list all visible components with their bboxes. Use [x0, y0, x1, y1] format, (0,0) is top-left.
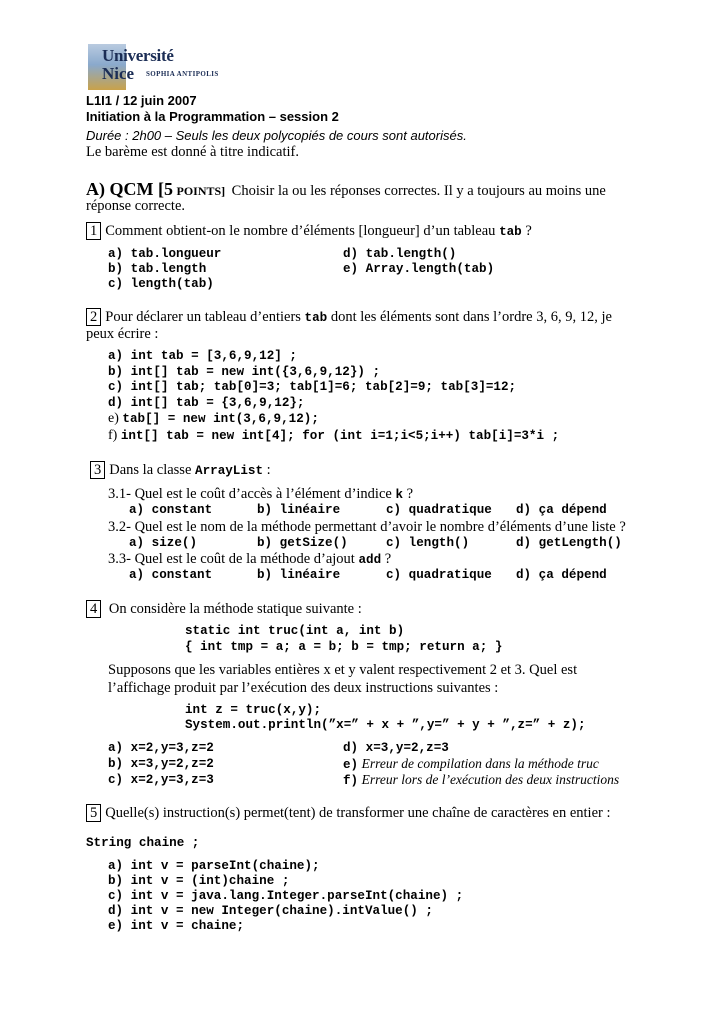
- question-number: 2: [86, 308, 101, 326]
- answer-3-1b: b) linéaire: [257, 503, 341, 517]
- subquestion-code: k: [395, 488, 404, 502]
- answer-1a: a) tab.longueur: [108, 247, 222, 261]
- subquestion-3-2: 3.2- Quel est le nom de la méthode permettant d’avoir le nombre d’éléments d’une liste ?: [108, 519, 626, 535]
- question-text-post: dont les éléments sont dans l’ordre 3, 6, 9, 12, je: [330, 309, 612, 325]
- answer-label: e): [108, 411, 119, 426]
- question-number: 4: [86, 600, 101, 618]
- subquestion-code: add: [358, 553, 382, 567]
- answer-4d: d) x=3,y=2,z=3: [343, 741, 449, 755]
- code-line-1: static int truc(int a, int b): [185, 624, 405, 638]
- answer-label: f): [343, 774, 359, 788]
- answer-3-3a: a) constant: [129, 568, 213, 582]
- question-1: [86, 222, 532, 240]
- section-a-points: POINTS]: [176, 184, 226, 198]
- subquestion-3-1: [108, 486, 413, 503]
- answer-3-1a: a) constant: [129, 503, 213, 517]
- answer-1d: d) tab.length(): [343, 247, 457, 261]
- answer-4b: b) x=3,y=2,z=2: [108, 757, 214, 771]
- answer-2e: [108, 411, 319, 427]
- section-a-instruction-2: réponse correcte.: [86, 198, 186, 214]
- question-2: [86, 308, 612, 326]
- answer-3-2c: c) length(): [386, 536, 470, 550]
- section-a-heading: [86, 179, 606, 200]
- code-line-4: System.out.println(”x=” + x + ”,y=” + y + ”,z=” + z);: [185, 718, 586, 732]
- question-5: [86, 804, 611, 822]
- answer-4a: a) x=2,y=3,z=2: [108, 741, 214, 755]
- logo-line1: Université: [102, 46, 174, 65]
- question-code: tab: [499, 225, 522, 239]
- section-a-title: A) QCM [5: [86, 179, 173, 199]
- answer-2b: b) int[] tab = new int({3,6,9,12}) ;: [108, 365, 381, 379]
- subquestion-text: 3.1- Quel est le coût d’accès à l’élément d’indice: [108, 486, 392, 502]
- answer-5b: b) int v = (int)chaine ;: [108, 874, 290, 888]
- question-number: 3: [90, 461, 105, 479]
- answer-3-3b: b) linéaire: [257, 568, 341, 582]
- question-end: ?: [525, 223, 532, 239]
- answer-5c: c) int v = java.lang.Integer.parseInt(chaine) ;: [108, 889, 464, 903]
- answer-3-1d: d) ça dépend: [516, 503, 607, 517]
- answer-3-2a: a) size(): [129, 536, 198, 550]
- answer-5e: e) int v = chaine;: [108, 919, 245, 933]
- answer-2c: c) int[] tab; tab[0]=3; tab[1]=6; tab[2]=9; tab[3]=12;: [108, 380, 517, 394]
- answer-label: f): [108, 428, 118, 443]
- question-4-para-1: Supposons que les variables entières x et y valent respectivement 2 et 3. Quel est: [108, 662, 578, 678]
- duration-note: Durée : 2h00 – Seuls les deux polycopiés de cours sont autorisés.: [86, 128, 467, 143]
- university-logo: [88, 42, 238, 92]
- logo-line3: SOPHIA ANTIPOLIS: [146, 70, 219, 78]
- answer-3-1c: c) quadratique: [386, 503, 492, 517]
- answer-code: int[] tab = new int[4]; for (int i=1;i<5;i++) tab[i]=3*i ;: [120, 429, 560, 443]
- logo-line2: Nice: [102, 64, 135, 83]
- answer-3-2b: b) getSize(): [257, 536, 348, 550]
- question-text: Quelle(s) instruction(s) permet(tent) de transformer une chaîne de caractères en entier :: [105, 805, 611, 821]
- answer-1e: e) Array.length(tab): [343, 262, 495, 276]
- answer-text: Erreur lors de l’exécution des deux instructions: [361, 772, 620, 787]
- question-code: ArrayList: [195, 464, 264, 478]
- answer-5a: a) int v = parseInt(chaine);: [108, 859, 320, 873]
- answer-2a: a) int tab = [3,6,9,12] ;: [108, 349, 297, 363]
- answer-3-2d: d) getLength(): [516, 536, 622, 550]
- subquestion-end: ?: [384, 551, 392, 567]
- answer-3-3c: c) quadratique: [386, 568, 492, 582]
- answer-1b: b) tab.length: [108, 262, 207, 276]
- answer-4f: [343, 772, 619, 789]
- answer-code: tab[] = new int(3,6,9,12);: [122, 412, 319, 426]
- question-text: Pour déclarer un tableau d’entiers: [105, 309, 301, 325]
- question-4-para-2: l’affichage produit par l’exécution des deux instructions suivantes :: [108, 680, 499, 696]
- answer-2d: d) int[] tab = {3,6,9,12};: [108, 396, 305, 410]
- code-line-3: int z = truc(x,y);: [185, 703, 322, 717]
- question-text: On considère la méthode statique suivante :: [108, 601, 362, 617]
- answer-2f: [108, 428, 559, 444]
- course-code: L1I1 / 12 juin 2007: [86, 93, 197, 108]
- subquestion-3-3: [108, 551, 391, 568]
- code-line-2: { int tmp = a; a = b; b = tmp; return a; }: [185, 640, 503, 654]
- answer-label: e): [343, 758, 359, 772]
- answer-4c: c) x=2,y=3,z=3: [108, 773, 214, 787]
- answer-5d: d) int v = new Integer(chaine).intValue() ;: [108, 904, 433, 918]
- question-text: Comment obtient-on le nombre d’éléments [longueur] d’un tableau: [105, 223, 496, 239]
- section-a-instruction: Choisir la ou les réponses correctes. Il y a toujours au moins une: [231, 183, 606, 199]
- answer-4e: [343, 756, 599, 773]
- question-code: tab: [304, 311, 328, 325]
- question-4: [86, 600, 362, 618]
- answer-3-3d: d) ça dépend: [516, 568, 607, 582]
- subquestion-end: ?: [406, 486, 414, 502]
- question-end: :: [266, 462, 271, 478]
- subquestion-text: 3.3- Quel est le coût de la méthode d’ajout: [108, 551, 355, 567]
- question-number: 5: [86, 804, 101, 822]
- question-number: 1: [86, 222, 101, 240]
- answer-text: Erreur de compilation dans la méthode truc: [361, 756, 599, 771]
- answer-1c: c) length(tab): [108, 277, 214, 291]
- question-3: [90, 461, 271, 479]
- question-2-line2: peux écrire :: [86, 326, 159, 342]
- bareme-note: Le barème est donné à titre indicatif.: [86, 144, 299, 160]
- code-declaration: String chaine ;: [86, 836, 200, 850]
- question-text: Dans la classe: [109, 462, 192, 478]
- course-title: Initiation à la Programmation – session 2: [86, 109, 339, 124]
